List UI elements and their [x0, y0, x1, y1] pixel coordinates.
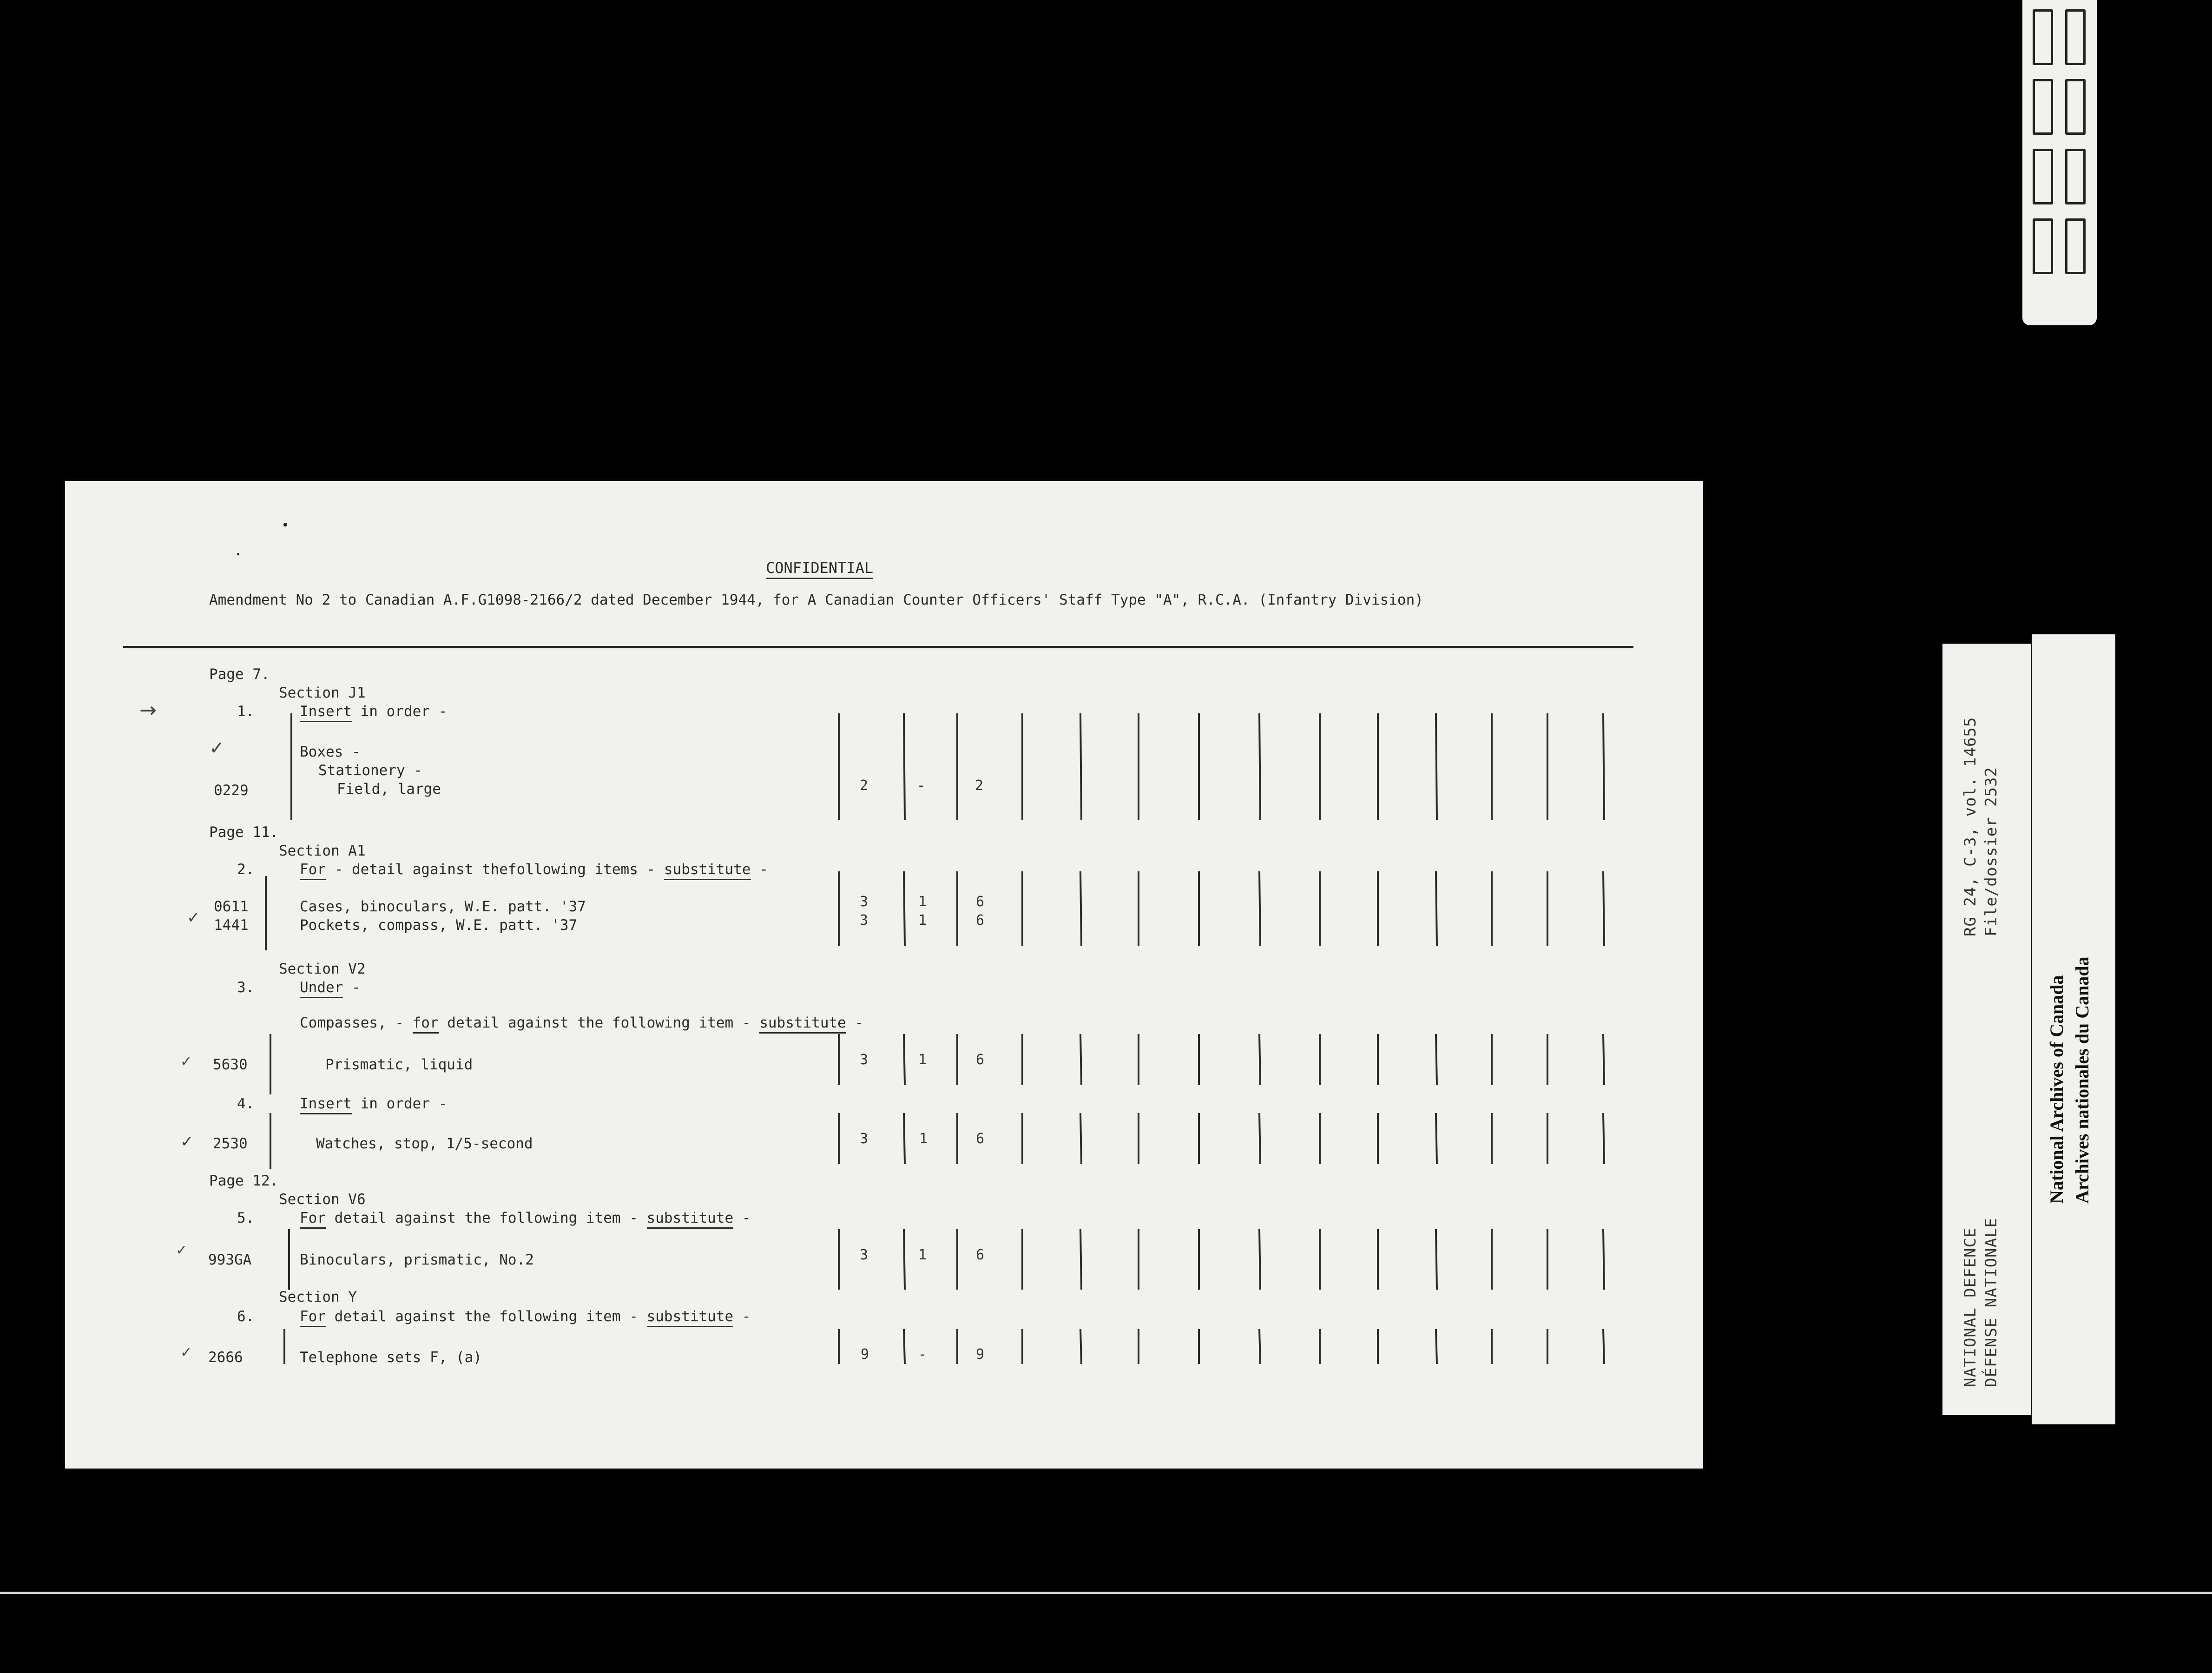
ledger-columns — [65, 481, 1703, 1469]
ledger-column-rule — [1603, 1329, 1604, 1364]
archives-name-en: National Archives of Canada — [2046, 975, 2067, 1204]
archives-name-fr: Archives nationales du Canada — [2072, 956, 2093, 1204]
check-mark: ✓ — [187, 909, 200, 927]
ledger-column-rule — [1259, 1034, 1260, 1085]
classification-heading: CONFIDENTIAL — [766, 559, 873, 579]
qty-value: 9 — [976, 1346, 985, 1363]
ledger-column-rule — [1436, 1113, 1437, 1164]
item-code: 2666 — [208, 1349, 243, 1366]
calibration-blocks — [2022, 0, 2097, 325]
ledger-column-rule — [904, 1329, 905, 1364]
archive-reference: RG 24, C-3, vol. 14655 — [1961, 717, 1980, 936]
ledger-column-rule — [904, 871, 905, 946]
section-ref: Section V2 — [279, 961, 366, 977]
qty-value: 6 — [976, 1247, 985, 1263]
section-ref: Section J1 — [279, 685, 366, 701]
qty-value: 3 — [860, 894, 869, 910]
ledger-column-rule — [1259, 871, 1260, 946]
page-ref: Page 12. — [209, 1172, 279, 1189]
check-mark: ✓ — [209, 738, 225, 759]
archive-reference-label — [1942, 644, 2031, 1415]
qty-value: 1 — [918, 1247, 927, 1263]
entry-number: 6. — [237, 1308, 255, 1325]
department-en: NATIONAL DEFENCE — [1961, 1227, 1980, 1387]
qty-value: 1 — [919, 1131, 928, 1147]
calibration-block — [2033, 79, 2053, 135]
qty-value: - — [917, 777, 926, 794]
archive-file: File/dossier 2532 — [1982, 767, 2001, 936]
ledger-column-rule — [1436, 1034, 1437, 1085]
ledger-column-rule — [1436, 871, 1437, 946]
page-ref: Page 11. — [209, 824, 279, 841]
entry-number: 4. — [237, 1095, 255, 1112]
entry-number: 3. — [237, 979, 255, 996]
check-mark: ✓ — [180, 1133, 194, 1151]
ledger-column-rule — [1080, 713, 1081, 820]
qty-value: 9 — [861, 1346, 869, 1363]
document-sheet — [65, 481, 1703, 1469]
check-mark: ✓ — [180, 1054, 192, 1070]
calibration-block — [2065, 79, 2086, 135]
ledger-column-rule — [1603, 871, 1604, 946]
instruction: For detail against the following item - substitute - — [300, 1210, 751, 1226]
ledger-column-rule — [1259, 1113, 1260, 1164]
ledger-column-rule — [1603, 1229, 1604, 1290]
section-ref: Section A1 — [279, 843, 366, 859]
section-ref: Section Y — [279, 1289, 357, 1305]
qty-value: 3 — [860, 1131, 869, 1147]
calibration-block — [2033, 218, 2053, 274]
item-line: Telephone sets F, (a) — [300, 1349, 482, 1366]
item-code: 993GA — [208, 1251, 252, 1268]
ledger-column-rule — [1080, 1229, 1081, 1290]
ledger-column-rule — [904, 1034, 905, 1085]
instruction: Under - — [300, 979, 361, 996]
entry-number: 1. — [237, 703, 255, 720]
qty-value: 1 — [918, 912, 927, 929]
qty-value: 3 — [860, 1247, 869, 1263]
ledger-column-rule — [1259, 1329, 1260, 1364]
qty-value: 6 — [976, 912, 985, 929]
item-line: Watches, stop, 1/5-second — [316, 1135, 533, 1152]
document-title: Amendment No 2 to Canadian A.F.G1098-2166/2 dated December 1944, for A Canadian Counter Officers' Staff Type "A", R.C.A. (Infantry Division) — [209, 592, 1423, 608]
ledger-column-rule — [1080, 1329, 1081, 1364]
ledger-column-rule — [1080, 1034, 1081, 1085]
instruction: Insert in order - — [300, 703, 447, 720]
item-code: 0611 — [214, 898, 249, 915]
item-code: 5630 — [213, 1056, 248, 1073]
item-line: Pockets, compass, W.E. patt. '37 — [300, 917, 578, 934]
item-code: 0229 — [214, 782, 249, 799]
item-line: Stationery - — [318, 762, 422, 779]
arrow-mark: → — [139, 698, 157, 722]
ledger-column-rule — [1080, 871, 1081, 946]
archives-name-label — [2032, 634, 2115, 1424]
page-ref: Page 7. — [209, 666, 270, 683]
calibration-block — [2065, 218, 2086, 274]
qty-value: - — [918, 1346, 927, 1363]
item-code: 1441 — [214, 917, 249, 934]
calibration-block — [2033, 9, 2053, 65]
ledger-column-rule — [1436, 1329, 1437, 1364]
check-mark: ✓ — [180, 1344, 192, 1361]
sub-instruction: Compasses, - for detail against the following item - substitute - — [300, 1014, 863, 1031]
ledger-column-rule — [1603, 1034, 1604, 1085]
instruction: Insert in order - — [300, 1095, 447, 1112]
check-mark: ✓ — [176, 1242, 188, 1258]
qty-value: 6 — [976, 1052, 985, 1068]
ledger-column-rule — [1603, 713, 1604, 820]
item-line: Cases, binoculars, W.E. patt. '37 — [300, 898, 586, 915]
ledger-column-rule — [904, 1113, 905, 1164]
calibration-block — [2033, 149, 2053, 204]
qty-value: 3 — [860, 1052, 869, 1068]
ledger-column-rule — [1603, 1113, 1604, 1164]
entry-number: 5. — [237, 1210, 255, 1226]
qty-value: 2 — [860, 777, 869, 794]
ledger-column-rule — [904, 713, 905, 820]
qty-value: 6 — [976, 894, 985, 910]
qty-value: 1 — [918, 1052, 927, 1068]
item-line: Field, large — [337, 781, 441, 797]
film-edge-line — [0, 1592, 2212, 1594]
calibration-block — [2065, 9, 2086, 65]
entry-number: 2. — [237, 861, 255, 878]
qty-value: 1 — [918, 894, 927, 910]
item-line: Prismatic, liquid — [325, 1056, 473, 1073]
ledger-column-rule — [1080, 1113, 1081, 1164]
ledger-column-rule — [1436, 1229, 1437, 1290]
instruction: For detail against the following item - substitute - — [300, 1308, 751, 1325]
department-fr: DÉFENSE NATIONALE — [1982, 1218, 2001, 1387]
ledger-column-rule — [1436, 713, 1437, 820]
ledger-column-rule — [1259, 1229, 1260, 1290]
calibration-block — [2065, 149, 2086, 204]
item-line: Binoculars, prismatic, No.2 — [300, 1251, 534, 1268]
section-ref: Section V6 — [279, 1191, 366, 1208]
item-line: Boxes - — [300, 744, 361, 760]
qty-value: 6 — [976, 1131, 985, 1147]
qty-value: 2 — [975, 777, 984, 794]
ledger-column-rule — [904, 1229, 905, 1290]
item-code: 2530 — [213, 1135, 248, 1152]
ledger-column-rule — [1259, 713, 1260, 820]
instruction: For - detail against thefollowing items - substitute - — [300, 861, 768, 878]
qty-value: 3 — [860, 912, 869, 929]
